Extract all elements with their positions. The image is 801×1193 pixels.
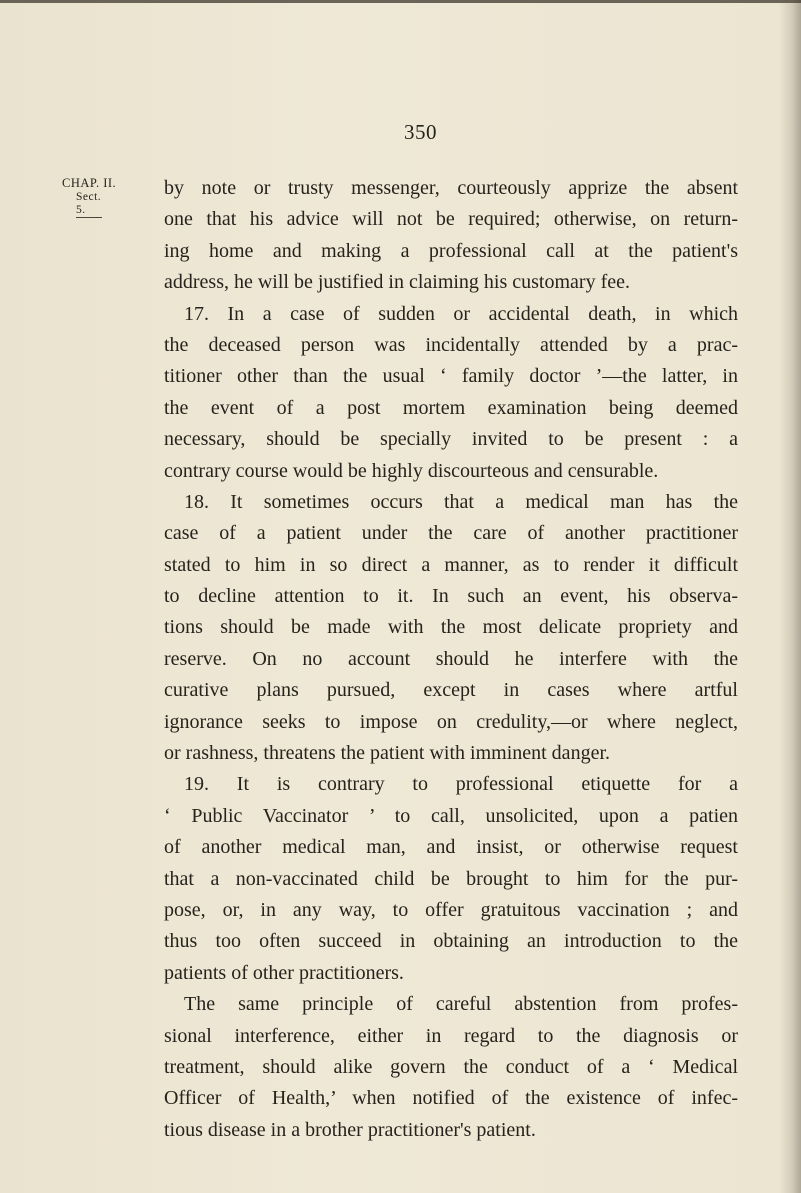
- text-line: 18. It sometimes occurs that a medical man has the: [184, 490, 738, 513]
- text-line: stated to him in so direct a manner, as to render it difficult: [164, 553, 738, 576]
- text-line: that a non-vaccinated child be brought to him for the pur-: [164, 867, 738, 890]
- text-line: ignorance seeks to impose on credulity,—or where neglect,: [164, 710, 738, 733]
- text-line: sional interference, either in regard to the diagnosis or: [164, 1024, 738, 1047]
- text-line: patients of other practitioners.: [164, 961, 404, 984]
- text-line: case of a patient under the care of another practitioner: [164, 522, 738, 545]
- body-text: [164, 173, 738, 1146]
- text-line: reserve. On no account should he interfere with the: [164, 647, 738, 670]
- text-line: tious disease in a brother practitioner's patient.: [164, 1118, 536, 1141]
- text-line: to decline attention to it. In such an event, his observa-: [164, 585, 738, 608]
- text-line: 17. In a case of sudden or accidental death, in which: [184, 302, 738, 325]
- text-line: tions should be made with the most delicate propriety and: [164, 616, 738, 639]
- margin-note: [62, 176, 152, 218]
- text-line: titioner other than the usual ‘ family doctor ’—the latter, in: [164, 365, 738, 388]
- text-line: thus too often succeed in obtaining an introduction to the: [164, 930, 738, 953]
- text-line: one that his advice will not be required; otherwise, on return-: [164, 208, 738, 231]
- page-gutter-shadow: [779, 0, 801, 1193]
- text-line: curative plans pursued, except in cases where artful: [164, 679, 738, 702]
- text-line: by note or trusty messenger, courteously apprize the absent: [164, 177, 738, 199]
- chapter-label: CHAP. II.: [62, 176, 117, 190]
- text-line: the event of a post mortem examination being deemed: [164, 396, 738, 419]
- text-line: ing home and making a professional call at the patient's: [164, 239, 738, 262]
- text-line: 19. It is contrary to professional etiquette for a: [184, 773, 738, 796]
- text-line: treatment, should alike govern the conduct of a ‘ Medical: [164, 1055, 738, 1078]
- text-line: the deceased person was incidentally attended by a prac-: [164, 333, 738, 356]
- section-label: Sect. 5.: [76, 191, 102, 216]
- text-line: contrary course would be highly discourteous and censurable.: [164, 459, 659, 482]
- page-number: 350: [404, 120, 437, 144]
- text-line: Officer of Health,’ when notified of the existence of infec-: [164, 1087, 738, 1110]
- text-line: ‘ Public Vaccinator ’ to call, unsolicited, upon a patien: [164, 804, 738, 827]
- text-line: or rashness, threatens the patient with imminent danger.: [164, 742, 610, 765]
- text-line: The same principle of careful abstention from profes-: [184, 993, 738, 1016]
- page-top-edge: [0, 0, 801, 3]
- text-line: necessary, should be specially invited to be present : a: [164, 428, 738, 451]
- text-line: address, he will be justified in claiming his customary fee.: [164, 271, 630, 294]
- text-line: of another medical man, and insist, or otherwise request: [164, 836, 738, 859]
- text-line: pose, or, in any way, to offer gratuitous vaccination ; and: [164, 898, 738, 921]
